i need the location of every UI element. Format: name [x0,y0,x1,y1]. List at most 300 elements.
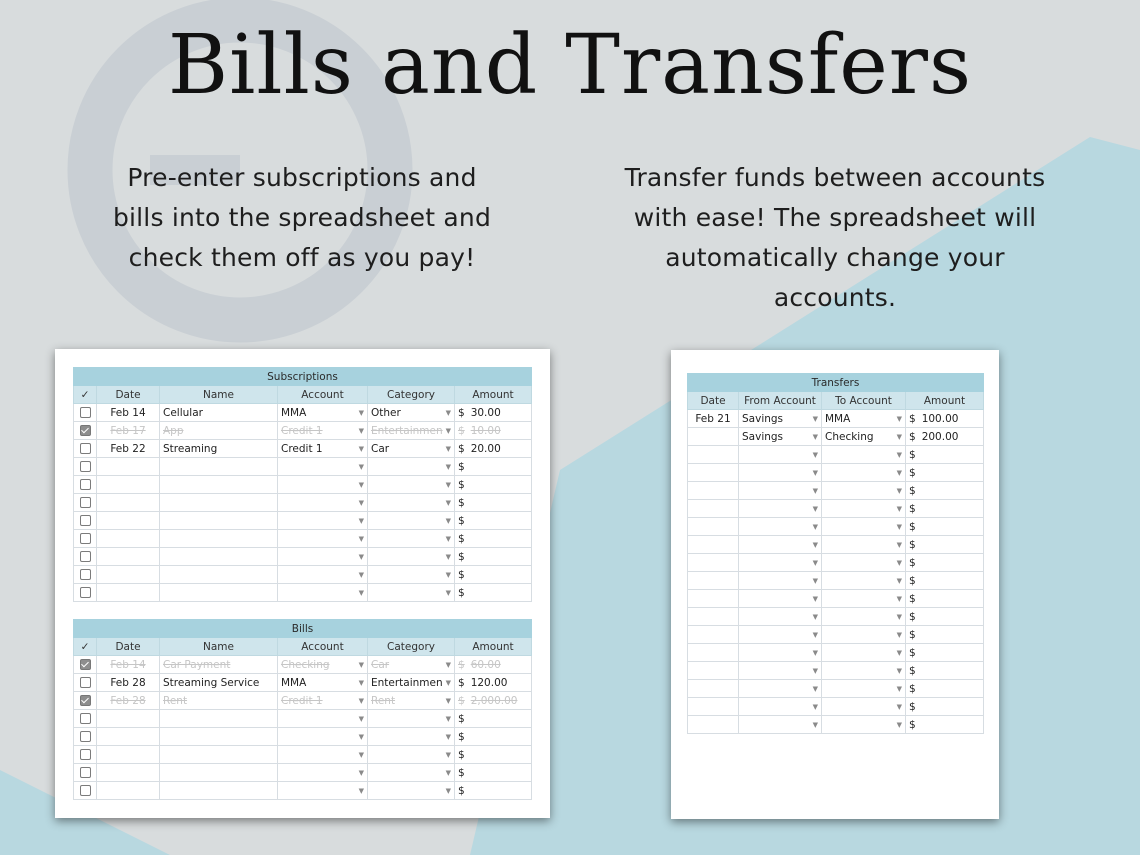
amount-cell[interactable] [455,584,532,602]
date-cell[interactable] [97,674,160,692]
dropdown-arrow-icon[interactable]: ▼ [445,768,451,777]
category-dropdown[interactable] [368,530,455,548]
name-cell[interactable] [160,746,278,764]
name-cell[interactable] [160,710,278,728]
amount-cell[interactable] [455,728,532,746]
dropdown-arrow-icon[interactable]: ▼ [445,678,451,687]
to-account-dropdown[interactable] [822,410,906,428]
dropdown-arrow-icon[interactable]: ▼ [358,480,364,489]
dropdown-arrow-icon[interactable]: ▼ [896,666,902,675]
from-account-dropdown[interactable] [739,698,822,716]
dropdown-arrow-icon[interactable]: ▼ [896,594,902,603]
name-cell[interactable] [160,404,278,422]
account-dropdown[interactable] [278,530,368,548]
paid-checkbox[interactable] [80,533,91,544]
dropdown-arrow-icon[interactable]: ▼ [358,444,364,453]
category-dropdown[interactable] [368,746,455,764]
name-cell[interactable] [160,548,278,566]
category-dropdown[interactable] [368,728,455,746]
paid-checkbox[interactable] [80,407,91,418]
currency-symbol: $ [458,658,465,671]
to-account-dropdown[interactable] [822,590,906,608]
from-account-dropdown[interactable] [739,536,822,554]
account-dropdown[interactable] [278,512,368,530]
account-dropdown[interactable] [278,440,368,458]
category-dropdown[interactable] [368,404,455,422]
amount-cell[interactable] [455,692,532,710]
dropdown-arrow-icon[interactable]: ▼ [358,498,364,507]
date-cell[interactable] [688,536,739,554]
category-dropdown[interactable] [368,566,455,584]
to-account-dropdown[interactable] [822,500,906,518]
account-dropdown[interactable] [278,710,368,728]
amount-cell[interactable] [906,626,984,644]
account-dropdown[interactable] [278,782,368,800]
category-dropdown[interactable] [368,782,455,800]
amount-cell[interactable] [455,512,532,530]
from-account-dropdown[interactable] [739,428,822,446]
amount-cell[interactable] [906,716,984,734]
category-dropdown[interactable] [368,710,455,728]
category-dropdown[interactable] [368,584,455,602]
category-dropdown[interactable] [368,692,455,710]
account-dropdown[interactable] [278,404,368,422]
date-cell[interactable] [688,464,739,482]
amount-cell[interactable] [906,590,984,608]
dropdown-arrow-icon[interactable]: ▼ [812,414,818,423]
dropdown-arrow-icon[interactable]: ▼ [896,414,902,423]
paid-checkbox[interactable] [80,587,91,598]
account-dropdown[interactable] [278,764,368,782]
date-cell[interactable] [688,500,739,518]
category-dropdown-inner [371,535,451,543]
amount-cell[interactable] [906,554,984,572]
date-cell[interactable] [97,782,160,800]
date-cell[interactable] [97,566,160,584]
account-dropdown[interactable] [278,422,368,440]
date-cell[interactable] [97,530,160,548]
from-account-dropdown[interactable] [739,464,822,482]
from-account-dropdown[interactable] [739,590,822,608]
date-cell[interactable] [688,572,739,590]
name-cell[interactable] [160,530,278,548]
dropdown-arrow-icon[interactable]: ▼ [812,702,818,711]
amount-cell[interactable] [455,656,532,674]
check-cell [74,476,97,494]
dropdown-arrow-icon[interactable]: ▼ [896,450,902,459]
amount-cell[interactable] [906,662,984,680]
amount-cell[interactable] [455,476,532,494]
dropdown-arrow-icon[interactable]: ▼ [812,720,818,729]
amount-cell[interactable] [455,746,532,764]
date-cell[interactable]: Feb 21 [688,410,739,428]
dropdown-arrow-icon[interactable]: ▼ [812,504,818,513]
table-row [74,512,532,530]
account-dropdown[interactable] [278,458,368,476]
paid-checkbox[interactable] [80,767,91,778]
dropdown-arrow-icon[interactable]: ▼ [812,486,818,495]
amount-cell[interactable] [455,566,532,584]
account-dropdown[interactable] [278,674,368,692]
dropdown-arrow-icon[interactable]: ▼ [812,558,818,567]
paid-checkbox[interactable] [80,695,91,706]
dropdown-arrow-icon[interactable]: ▼ [896,540,902,549]
dropdown-arrow-icon[interactable]: ▼ [812,630,818,639]
date-cell[interactable] [97,710,160,728]
category-dropdown[interactable] [368,674,455,692]
date-cell[interactable] [688,518,739,536]
column-header: Account [278,638,368,656]
amount-cell[interactable] [906,644,984,662]
dropdown-arrow-icon[interactable]: ▼ [358,588,364,597]
date-cell[interactable] [688,680,739,698]
account-dropdown-inner [281,695,364,707]
account-dropdown[interactable] [278,548,368,566]
table-row [74,548,532,566]
dropdown-arrow-icon[interactable]: ▼ [358,678,364,687]
dropdown-arrow-icon[interactable]: ▼ [445,534,451,543]
account-dropdown-inner [281,463,364,471]
dropdown-arrow-icon[interactable]: ▼ [812,666,818,675]
amount-cell[interactable] [906,518,984,536]
category-dropdown[interactable] [368,548,455,566]
account-value: Checking [281,658,330,671]
paid-checkbox[interactable] [80,659,91,670]
dropdown-arrow-icon[interactable]: ▼ [896,468,902,477]
amount-cell[interactable] [906,464,984,482]
dropdown-arrow-icon[interactable]: ▼ [445,444,451,453]
name-cell[interactable] [160,422,278,440]
to-account-dropdown[interactable] [822,662,906,680]
dropdown-arrow-icon[interactable]: ▼ [812,684,818,693]
account-dropdown-inner [281,787,364,795]
paid-checkbox[interactable] [80,713,91,724]
dropdown-arrow-icon[interactable]: ▼ [445,588,451,597]
dropdown-arrow-icon[interactable]: ▼ [896,702,902,711]
to-account-dropdown[interactable] [822,698,906,716]
name-cell[interactable] [160,692,278,710]
date-cell[interactable] [97,692,160,710]
dropdown-arrow-icon[interactable]: ▼ [896,558,902,567]
date-cell[interactable] [688,698,739,716]
amount-cell[interactable] [906,428,984,446]
paid-checkbox[interactable] [80,497,91,508]
amount-cell[interactable] [455,440,532,458]
dropdown-arrow-icon[interactable]: ▼ [896,684,902,693]
dropdown-arrow-icon[interactable]: ▼ [896,432,902,441]
paid-checkbox[interactable] [80,569,91,580]
to-account-dropdown[interactable] [822,518,906,536]
account-dropdown[interactable] [278,476,368,494]
amount-cell[interactable] [906,410,984,428]
from-account-dropdown[interactable] [739,410,822,428]
subscriptions-title-row [74,368,532,386]
paid-checkbox[interactable] [80,425,91,436]
date-cell[interactable] [97,440,160,458]
dropdown-arrow-icon[interactable]: ▼ [358,696,364,705]
date-cell[interactable] [97,458,160,476]
amount-cell[interactable] [455,782,532,800]
category-dropdown[interactable] [368,512,455,530]
from-dropdown-inner [742,613,818,621]
amount-inner [458,731,528,743]
from-dropdown-inner [742,685,818,693]
category-dropdown[interactable] [368,458,455,476]
date-cell[interactable] [688,626,739,644]
dropdown-arrow-icon[interactable]: ▼ [812,594,818,603]
dropdown-arrow-icon[interactable]: ▼ [358,552,364,561]
dropdown-arrow-icon[interactable]: ▼ [896,576,902,585]
date-cell[interactable] [688,608,739,626]
dropdown-arrow-icon[interactable]: ▼ [445,660,451,669]
amount-inner [909,611,980,623]
account-dropdown[interactable] [278,656,368,674]
dropdown-arrow-icon[interactable]: ▼ [896,630,902,639]
amount-cell[interactable] [455,494,532,512]
from-account-dropdown[interactable] [739,716,822,734]
amount-cell[interactable] [906,536,984,554]
dropdown-arrow-icon[interactable]: ▼ [445,552,451,561]
from-account-dropdown[interactable] [739,680,822,698]
column-header: Date [97,638,160,656]
date-cell[interactable] [97,548,160,566]
to-account-dropdown[interactable] [822,482,906,500]
from-account-dropdown[interactable] [739,554,822,572]
date-cell[interactable] [688,716,739,734]
paid-checkbox[interactable] [80,461,91,472]
dropdown-arrow-icon[interactable]: ▼ [896,648,902,657]
table-row [688,410,984,428]
dropdown-arrow-icon[interactable]: ▼ [812,648,818,657]
name-cell[interactable] [160,674,278,692]
dropdown-arrow-icon[interactable]: ▼ [445,426,451,435]
account-dropdown[interactable] [278,746,368,764]
currency-symbol: $ [909,484,916,497]
category-dropdown[interactable] [368,764,455,782]
amount-cell[interactable] [906,572,984,590]
name-cell[interactable] [160,764,278,782]
date-cell[interactable] [688,662,739,680]
date-cell[interactable] [688,482,739,500]
amount-cell[interactable] [906,500,984,518]
dropdown-arrow-icon[interactable]: ▼ [445,714,451,723]
paid-checkbox[interactable] [80,749,91,760]
date-cell[interactable] [688,446,739,464]
amount-cell[interactable] [906,698,984,716]
dropdown-arrow-icon[interactable]: ▼ [812,450,818,459]
name-cell[interactable] [160,440,278,458]
account-value: MMA [281,676,307,689]
dropdown-arrow-icon[interactable]: ▼ [445,732,451,741]
dropdown-arrow-icon[interactable]: ▼ [896,522,902,531]
account-dropdown-inner [281,769,364,777]
dropdown-arrow-icon[interactable]: ▼ [896,486,902,495]
name-cell[interactable] [160,458,278,476]
dropdown-arrow-icon[interactable]: ▼ [896,504,902,513]
amount-cell[interactable] [906,482,984,500]
from-account-dropdown[interactable] [739,662,822,680]
to-account-dropdown[interactable] [822,536,906,554]
dropdown-arrow-icon[interactable]: ▼ [812,540,818,549]
dropdown-arrow-icon[interactable]: ▼ [358,660,364,669]
amount-cell[interactable] [906,680,984,698]
dropdown-arrow-icon[interactable]: ▼ [358,570,364,579]
dropdown-arrow-icon[interactable]: ▼ [812,576,818,585]
name-cell[interactable] [160,728,278,746]
dropdown-arrow-icon[interactable]: ▼ [358,462,364,471]
dropdown-arrow-icon[interactable]: ▼ [358,768,364,777]
to-account-dropdown[interactable] [822,446,906,464]
dropdown-arrow-icon[interactable]: ▼ [445,786,451,795]
to-account-dropdown[interactable] [822,680,906,698]
dropdown-arrow-icon[interactable]: ▼ [445,516,451,525]
paid-checkbox[interactable] [80,731,91,742]
dropdown-arrow-icon[interactable]: ▼ [358,516,364,525]
category-dropdown[interactable] [368,494,455,512]
table-row [688,590,984,608]
dropdown-arrow-icon[interactable]: ▼ [812,522,818,531]
paid-checkbox[interactable] [80,551,91,562]
from-account-dropdown[interactable] [739,608,822,626]
amount-cell[interactable] [455,458,532,476]
amount-cell[interactable] [455,764,532,782]
dropdown-arrow-icon[interactable]: ▼ [896,612,902,621]
amount-cell[interactable] [455,710,532,728]
from-account-dropdown[interactable] [739,446,822,464]
table-row [688,464,984,482]
name-cell[interactable] [160,494,278,512]
date-cell[interactable] [688,644,739,662]
category-dropdown[interactable] [368,422,455,440]
currency-symbol: $ [458,496,465,509]
account-dropdown[interactable] [278,728,368,746]
dropdown-arrow-icon[interactable]: ▼ [896,720,902,729]
amount-cell[interactable] [906,446,984,464]
to-account-dropdown[interactable] [822,464,906,482]
category-dropdown[interactable] [368,440,455,458]
category-dropdown-inner [371,425,451,437]
to-dropdown-inner [825,523,902,531]
currency-symbol: $ [458,766,465,779]
paid-checkbox[interactable] [80,515,91,526]
to-account-dropdown[interactable] [822,644,906,662]
to-account-dropdown[interactable] [822,554,906,572]
dropdown-arrow-icon[interactable]: ▼ [445,480,451,489]
account-dropdown-inner [281,481,364,489]
from-account-dropdown[interactable] [739,644,822,662]
amount-inner [458,479,528,491]
dropdown-arrow-icon[interactable]: ▼ [358,408,364,417]
category-dropdown-inner [371,407,451,419]
date-cell[interactable] [97,728,160,746]
to-account-dropdown[interactable] [822,608,906,626]
paid-checkbox[interactable] [80,443,91,454]
from-account-dropdown[interactable] [739,482,822,500]
amount-cell[interactable] [455,548,532,566]
from-account-dropdown[interactable] [739,626,822,644]
name-cell[interactable] [160,656,278,674]
amount-cell[interactable] [906,608,984,626]
to-account-dropdown[interactable] [822,716,906,734]
date-cell[interactable] [97,746,160,764]
dropdown-arrow-icon[interactable]: ▼ [358,786,364,795]
dropdown-arrow-icon[interactable]: ▼ [445,498,451,507]
dropdown-arrow-icon[interactable]: ▼ [358,426,364,435]
name-cell[interactable] [160,512,278,530]
paid-checkbox[interactable] [80,785,91,796]
dropdown-arrow-icon[interactable]: ▼ [358,732,364,741]
amount-inner [909,701,980,713]
category-dropdown[interactable] [368,476,455,494]
table-row [688,662,984,680]
date-cell[interactable] [97,422,160,440]
date-cell[interactable] [97,404,160,422]
date-cell[interactable] [97,764,160,782]
date-cell[interactable] [97,584,160,602]
dropdown-arrow-icon[interactable]: ▼ [812,612,818,621]
account-dropdown[interactable] [278,692,368,710]
table-row [74,584,532,602]
page-title: Bills and Transfers [167,18,973,113]
from-dropdown-inner [742,667,818,675]
dropdown-arrow-icon[interactable]: ▼ [812,468,818,477]
account-dropdown[interactable] [278,566,368,584]
category-dropdown[interactable] [368,656,455,674]
dropdown-arrow-icon[interactable]: ▼ [445,750,451,759]
amount-cell[interactable] [455,674,532,692]
name-cell[interactable] [160,566,278,584]
from-account-dropdown[interactable] [739,572,822,590]
date-cell[interactable] [97,656,160,674]
amount-cell[interactable] [455,530,532,548]
date-cell[interactable] [97,494,160,512]
table-row [688,626,984,644]
amount-cell[interactable] [455,422,532,440]
date-value: Feb 22 [110,442,146,455]
dropdown-arrow-icon[interactable]: ▼ [445,696,451,705]
dropdown-arrow-icon[interactable]: ▼ [358,714,364,723]
dropdown-arrow-icon[interactable]: ▼ [358,750,364,759]
amount-inner [458,767,528,779]
to-account-dropdown[interactable] [822,428,906,446]
paid-checkbox[interactable] [80,479,91,490]
transfers-description: Transfer funds between accounts with ease! The spreadsheet will automatically change your accounts. [624,163,1046,312]
from-account-dropdown[interactable] [739,518,822,536]
dropdown-arrow-icon[interactable]: ▼ [445,570,451,579]
to-account-dropdown[interactable] [822,626,906,644]
dropdown-arrow-icon[interactable]: ▼ [812,432,818,441]
name-cell[interactable] [160,782,278,800]
dropdown-arrow-icon[interactable]: ▼ [358,534,364,543]
to-account-dropdown[interactable] [822,572,906,590]
amount-cell[interactable] [455,404,532,422]
transfers-title-row [688,374,984,392]
dropdown-arrow-icon[interactable]: ▼ [445,462,451,471]
date-cell[interactable] [688,428,739,446]
amount-inner [909,503,980,515]
name-cell[interactable] [160,476,278,494]
date-cell[interactable] [97,512,160,530]
from-account-dropdown[interactable] [739,500,822,518]
date-cell[interactable] [97,476,160,494]
account-dropdown[interactable] [278,494,368,512]
date-cell[interactable] [688,590,739,608]
account-dropdown[interactable] [278,584,368,602]
dropdown-arrow-icon[interactable]: ▼ [445,408,451,417]
name-cell[interactable] [160,584,278,602]
paid-checkbox[interactable] [80,677,91,688]
date-cell[interactable] [688,554,739,572]
